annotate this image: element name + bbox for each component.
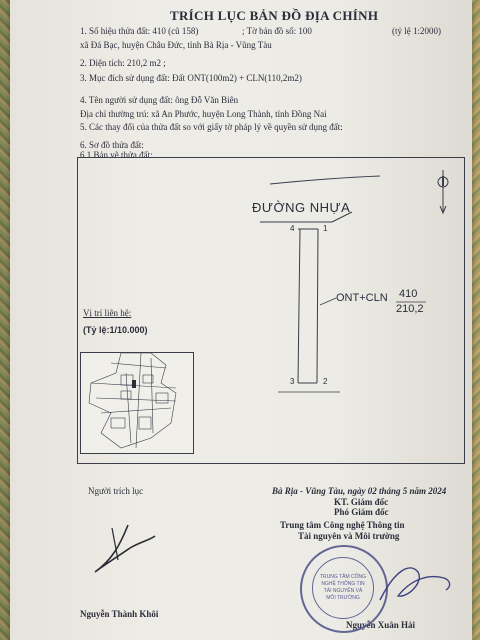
parcel-land-use-label: ONT+CLN	[336, 292, 388, 304]
corner-point-3: 3	[290, 377, 295, 386]
parcel-number: 1. Số hiệu thửa đất: 410 (cũ 158)	[80, 26, 199, 36]
extractor-title: Người trích lục	[88, 486, 144, 496]
road-label: ĐƯỜNG NHỰA	[252, 200, 351, 215]
parcel-changes: 5. Các thay đổi của thửa đất so với giấy tờ pháp lý về quyền sử dụng đất:	[80, 122, 343, 132]
land-user-residence: Địa chỉ thường trú: xã An Phước, huyện Long Thành, tỉnh Đồng Nai	[80, 109, 327, 119]
document-title: TRÍCH LỤC BẢN ĐỒ ĐỊA CHÍNH	[170, 8, 379, 23]
drawing-heading: 6.1 Bản vẽ thửa đất:	[80, 150, 153, 160]
parcel-area: 2. Diện tích: 210,2 m2 ;	[80, 58, 166, 68]
land-use-purpose: 3. Mục đích sử dụng đất: Đất ONT(100m2) + CLN(110,2m2)	[80, 73, 302, 83]
corner-point-4: 4	[290, 224, 295, 233]
extractor-name: Nguyễn Thành Khôi	[80, 609, 159, 619]
map-sheet-number: ; Tờ bản đồ số: 100	[242, 26, 312, 36]
land-user-name: 4. Tên người sử dụng đất: ông Đỗ Văn Biên	[80, 95, 239, 105]
location-map-title: Vị trí liên hệ:	[83, 308, 132, 318]
signer-role-2: Phó Giám đốc	[334, 507, 389, 517]
parcel-area-label: 210,2	[396, 303, 424, 315]
map-scale: (tỷ lệ 1:2000)	[392, 26, 441, 36]
stamp-text: TRUNG TÂM CÔNG NGHỆ THÔNG TIN TÀI NGUYÊN VÀ MÔI TRƯỜNG	[319, 574, 367, 601]
corner-point-1: 1	[323, 224, 328, 233]
sketch-heading: 6. Sơ đồ thửa đất:	[80, 140, 144, 150]
parcel-address: xã Đá Bạc, huyện Châu Đức, tỉnh Bà Rịa - Vũng Tàu	[80, 40, 272, 50]
location-map-scale: (Tỷ lệ:1/10.000)	[83, 325, 148, 335]
corner-point-2: 2	[323, 377, 328, 386]
parcel-number-label: 410	[399, 288, 418, 300]
director-name: Nguyễn Xuân Hải	[346, 620, 416, 630]
sign-date: Bà Rịa - Vũng Tàu, ngày 02 tháng 5 năm 2024	[272, 486, 447, 496]
signer-role-1: KT. Giám đốc	[334, 497, 389, 507]
signer-organization-2: Tài nguyên và Môi trường	[298, 531, 400, 541]
signer-organization-1: Trung tâm Công nghệ Thông tin	[280, 520, 405, 530]
